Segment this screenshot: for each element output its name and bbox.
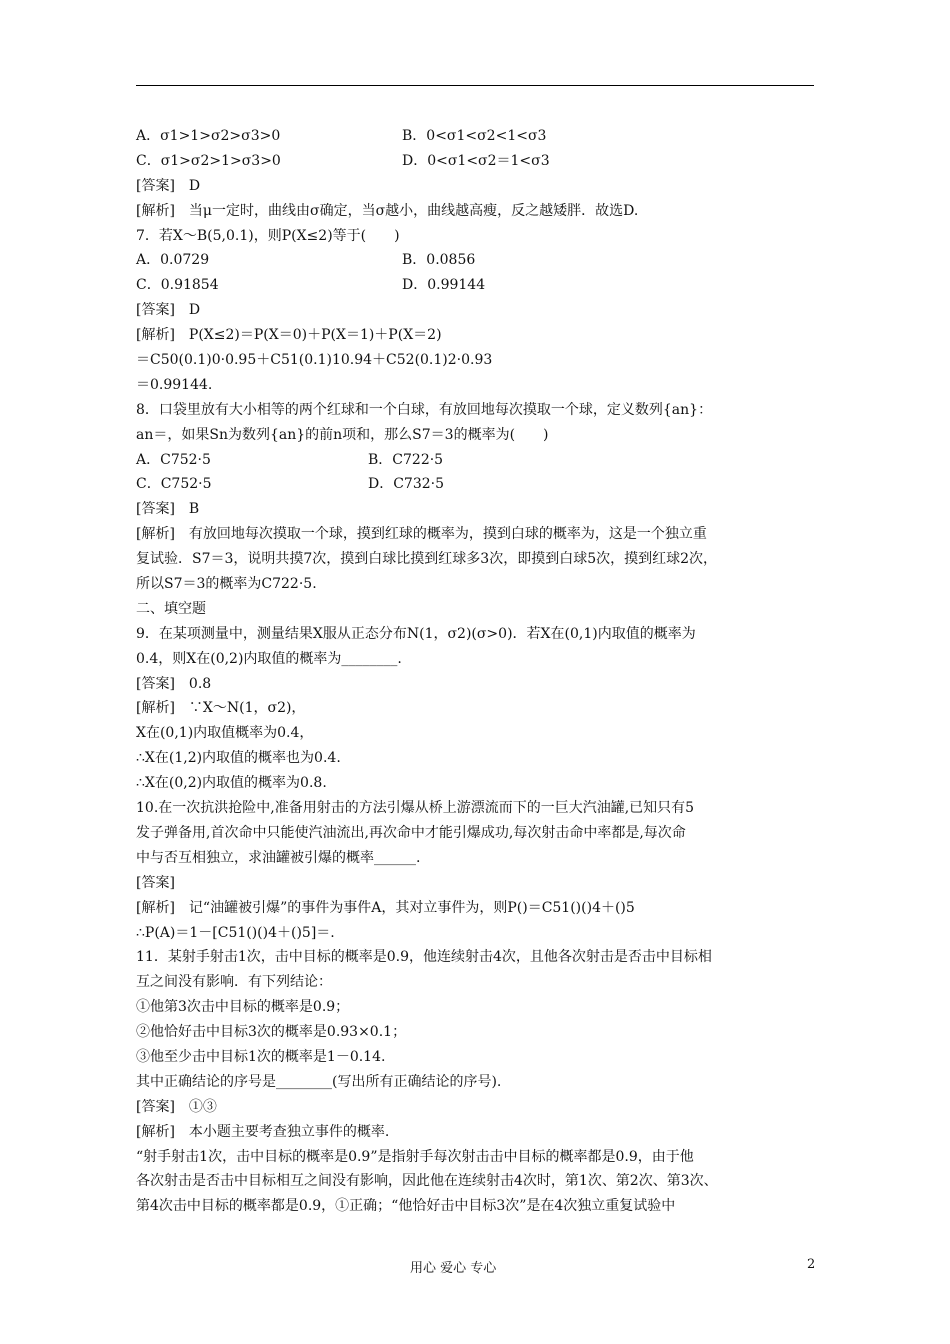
option-right: B．0<σ1<σ2<1<σ3 <box>402 128 547 144</box>
option-row <box>136 149 826 174</box>
option-left: C．C752·5 <box>136 476 212 493</box>
text-line: ∴X在(0,2)内取值的概率为0.8. <box>136 775 327 792</box>
option-left: A．C752·5 <box>136 451 211 468</box>
text-line: ∴X在(1,2)内取值的概率也为0.4. <box>136 750 341 767</box>
text-line: 11．某射手射击1次，击中目标的概率是0.9，他连续射击4次，且他各次射击是否击中目标相 <box>136 949 712 966</box>
option-left: A．0.0729 <box>136 252 210 269</box>
text-line: [答案] 0.8 <box>136 675 212 692</box>
text-line: [答案] <box>136 874 175 891</box>
option-right: D．0<σ1<σ2＝1<σ3 <box>402 152 550 169</box>
text-line: 7．若X～B(5,0.1)，则P(X≤2)等于( ) <box>136 227 400 244</box>
option-right: B．C722·5 <box>368 451 444 468</box>
option-row <box>136 124 826 149</box>
text-line: [答案] D <box>136 177 201 194</box>
text-line: 9．在某项测量中，测量结果X服从正态分布N(1，σ2)(σ>0)．若X在(0,1)内取值的概率为 <box>136 625 696 642</box>
footer-slogan: 用心 爱心 专心 <box>410 1261 497 1276</box>
text-line: [解析] 本小题主要考查独立事件的概率. <box>136 1123 390 1140</box>
text-line: [答案] ①③ <box>136 1098 217 1115</box>
text-line: 10.在一次抗洪抢险中,准备用射击的方法引爆从桥上游漂流而下的一巨大汽油罐,已知只有5 <box>136 800 695 817</box>
document-body <box>136 124 826 1219</box>
text-line: 0.4，则X在(0,2)内取值的概率为________. <box>136 650 402 667</box>
text-line: ③他至少击中目标1次的概率是1－0.14. <box>136 1048 386 1065</box>
header-rule <box>136 85 814 86</box>
text-line: 中与否互相独立，求油罐被引爆的概率______. <box>136 849 421 866</box>
text-line: 第4次击中目标的概率都是0.9，①正确；“他恰好击中目标3次”是在4次独立重复试验中 <box>136 1198 676 1215</box>
text-line: 所以S7＝3的概率为C722·5. <box>136 576 317 593</box>
text-line: 二、填空题 <box>136 600 206 617</box>
text-line: 8．口袋里放有大小相等的两个红球和一个白球，有放回地每次摸取一个球，定义数列{an}： <box>136 401 713 418</box>
text-line: [解析] P(X≤2)＝P(X＝0)＋P(X＝1)＋P(X＝2) <box>136 327 442 344</box>
text-line: [解析] 有放回地每次摸取一个球，摸到红球的概率为，摸到白球的概率为，这是一个独立重 <box>136 526 707 543</box>
text-line: [答案] B <box>136 501 200 518</box>
option-left: C．σ1>σ2>1>σ3>0 <box>136 152 281 169</box>
text-line: [解析] 记“油罐被引爆”的事件为事件A，其对立事件为，则P()＝C51()()4＋()5 <box>136 899 635 916</box>
option-row <box>136 448 826 473</box>
text-line: [解析] ∵X～N(1，σ2)， <box>136 700 306 717</box>
text-line: an＝，如果Sn为数列{an}的前n项和，那么S7＝3的概率为( ) <box>136 426 549 443</box>
option-row <box>136 248 826 273</box>
option-left: A．σ1>1>σ2>σ3>0 <box>136 128 281 144</box>
text-line: “射手射击1次，击中目标的概率是0.9”是指射手每次射击击中目标的概率都是0.9，由于他 <box>136 1148 694 1165</box>
option-row <box>136 273 826 298</box>
text-line: 其中正确结论的序号是________(写出所有正确结论的序号). <box>136 1073 502 1090</box>
text-line: X在(0,1)内取值概率为0.4， <box>136 725 314 742</box>
text-line: 互之间没有影响．有下列结论： <box>136 974 332 991</box>
option-right: B．0.0856 <box>402 252 476 269</box>
text-line: ②他恰好击中目标3次的概率是0.93×0.1； <box>136 1024 407 1041</box>
text-line: ＝0.99144. <box>136 376 213 393</box>
text-line: 发子弹备用,首次命中只能使汽油流出,再次命中才能引爆成功,每次射击命中率都是,每次命 <box>136 824 686 841</box>
text-line: 复试验．S7＝3，说明共摸7次，摸到白球比摸到红球多3次，即摸到白球5次，摸到红球2次， <box>136 551 718 568</box>
text-line: ①他第3次击中目标的概率是0.9； <box>136 999 350 1016</box>
page-number: 2 <box>807 1257 816 1272</box>
text-line: ∴P(A)＝1－[C51()()4＋()5]＝. <box>136 924 335 941</box>
text-line: [答案] D <box>136 302 201 319</box>
text-line: 各次射击是否击中目标相互之间没有影响，因此他在连续射击4次时，第1次、第2次、第3次、 <box>136 1173 718 1190</box>
option-right: D．0.99144 <box>402 277 486 294</box>
text-line: ＝C50(0.1)0·0.95＋C51(0.1)10.94＋C52(0.1)2·0.93 <box>136 352 493 369</box>
option-left: C．0.91854 <box>136 277 219 294</box>
option-right: D．C732·5 <box>368 476 445 493</box>
text-line: [解析] 当μ一定时，曲线由σ确定，当σ越小，曲线越高瘦，反之越矮胖．故选D. <box>136 202 639 219</box>
option-row <box>136 472 826 497</box>
